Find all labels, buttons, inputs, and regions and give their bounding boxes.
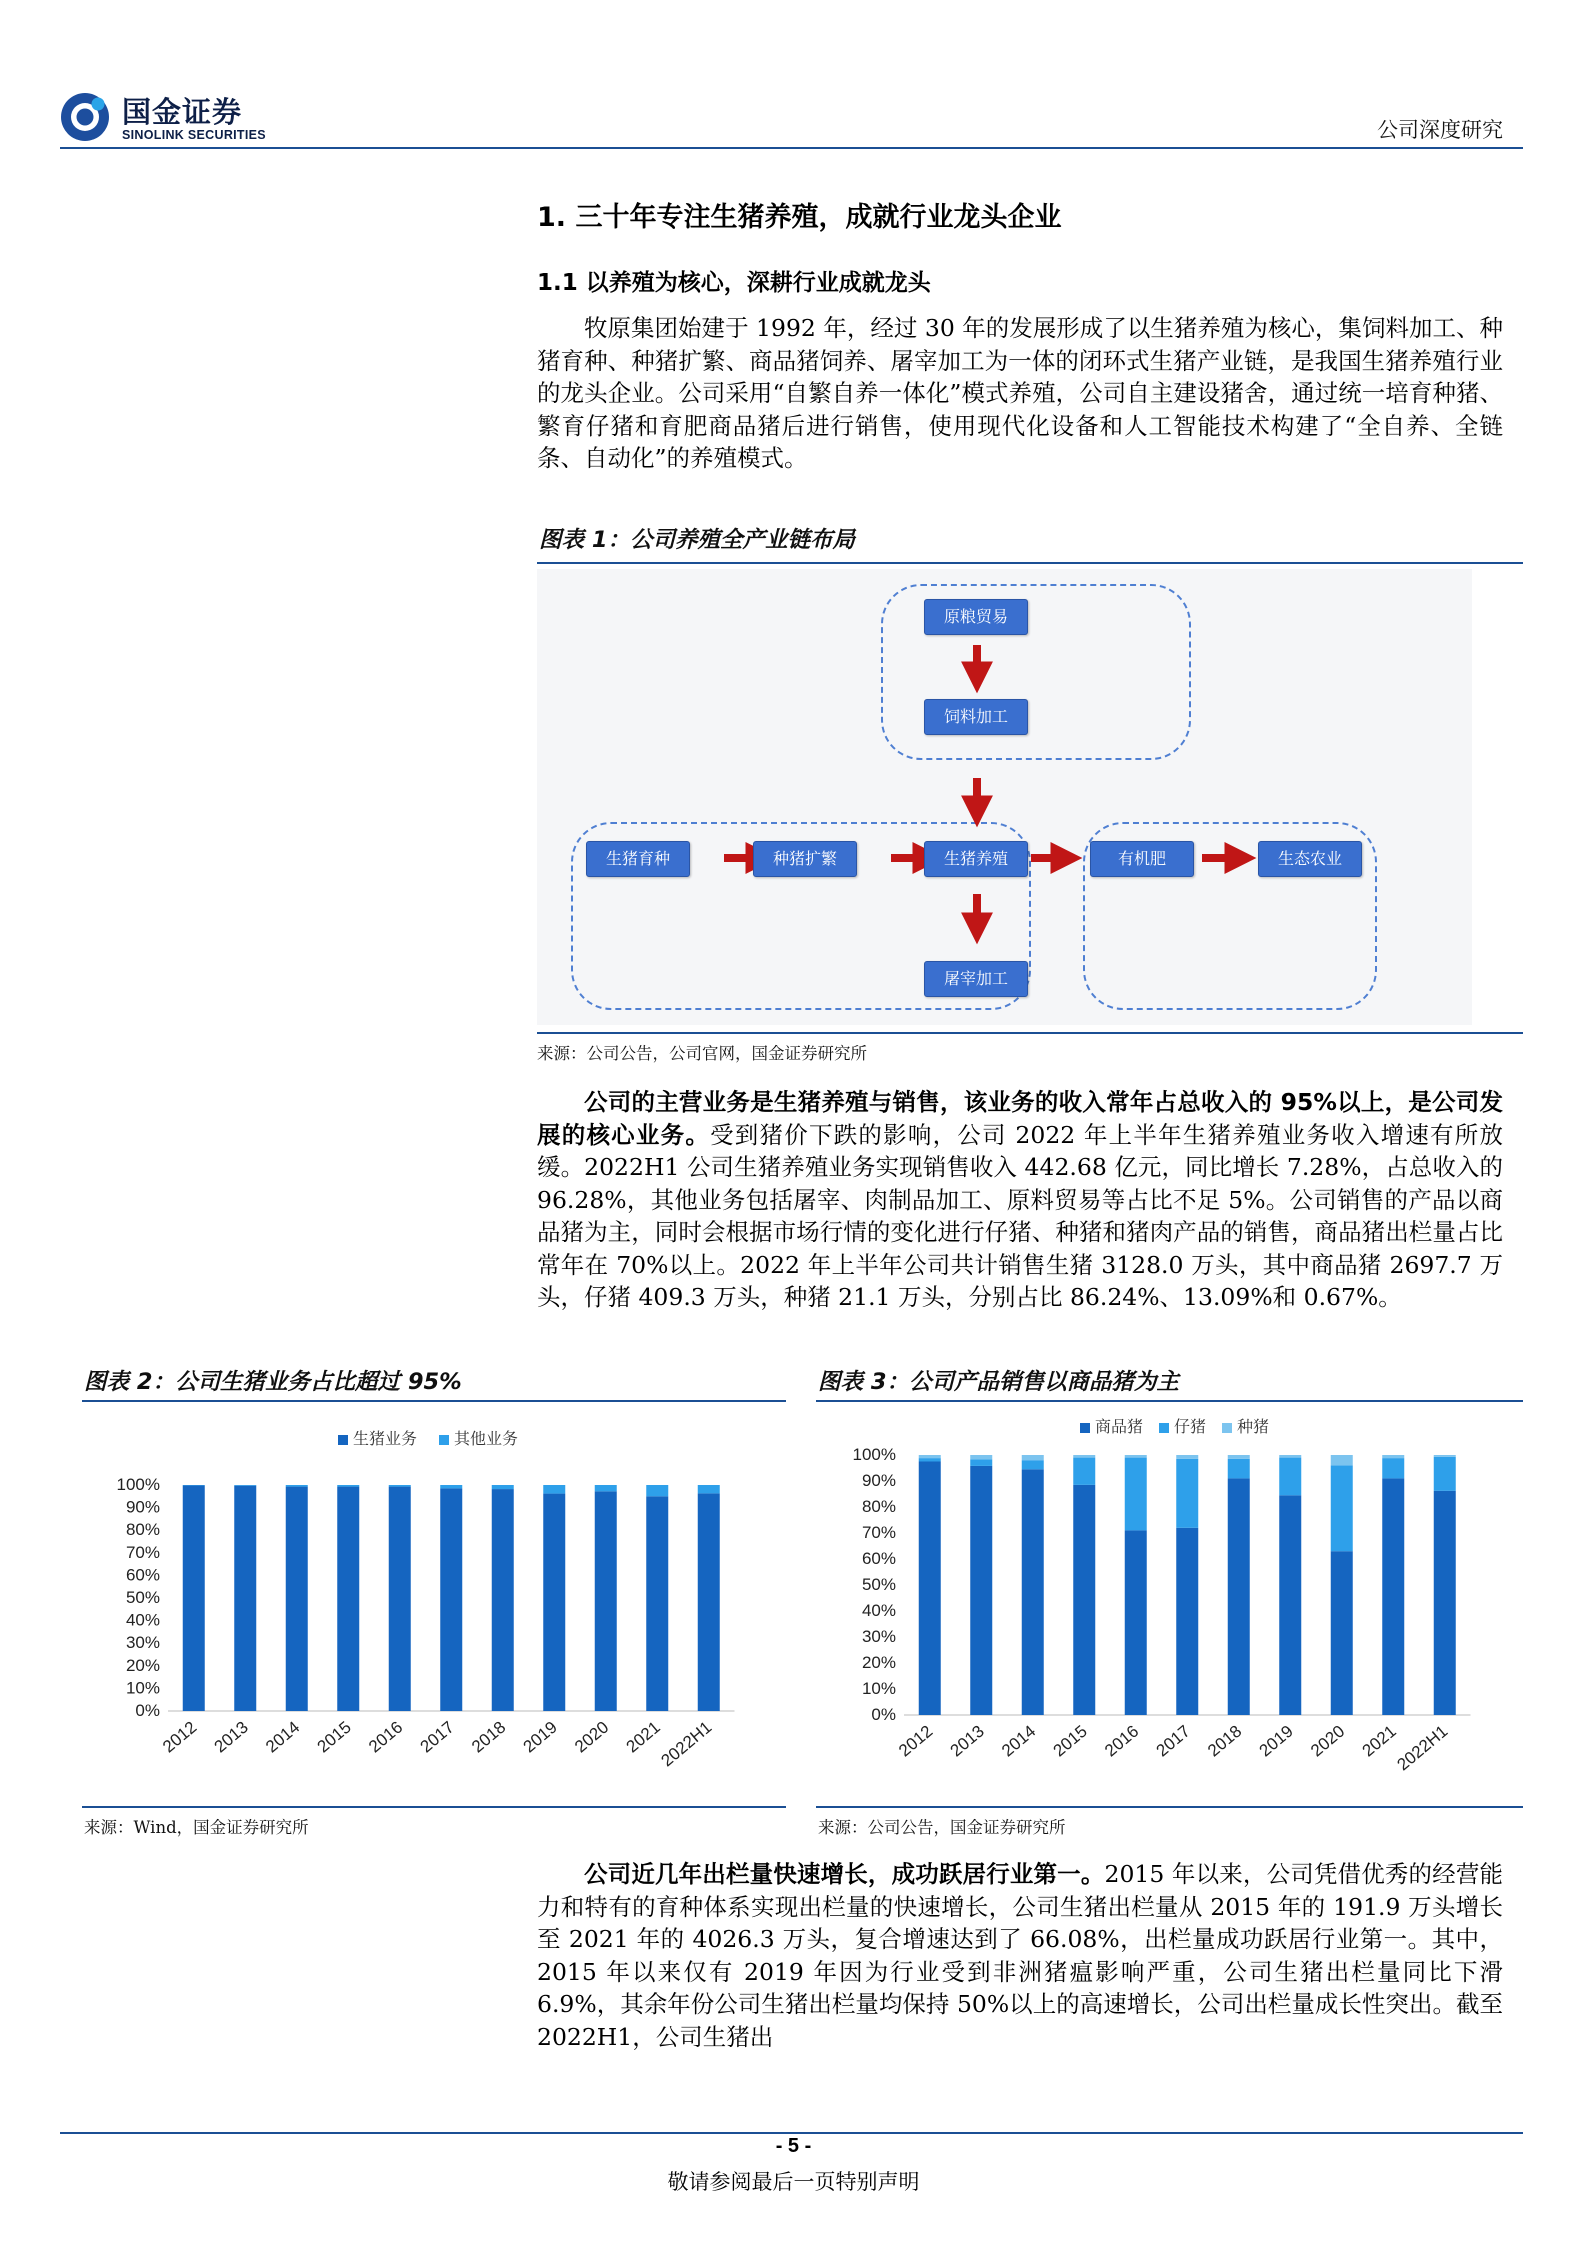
bar-segment bbox=[1022, 1469, 1044, 1715]
bar-segment bbox=[1279, 1458, 1301, 1496]
node-feed-processing: 饲料加工 bbox=[924, 699, 1028, 735]
node-organic-fertilizer: 有机肥 bbox=[1090, 841, 1194, 877]
figure-2-bottom-rule bbox=[82, 1806, 786, 1808]
bar-segment bbox=[1279, 1455, 1301, 1458]
y-tick-label: 40% bbox=[125, 1610, 160, 1630]
x-tick-label: 2012 bbox=[159, 1717, 201, 1757]
logo-english-name: SINOLINK SECURITIES bbox=[122, 128, 266, 142]
legend-label: 种猪 bbox=[1237, 1419, 1270, 1436]
x-tick-label: 2013 bbox=[946, 1721, 988, 1761]
node-pig-breeding: 生猪育种 bbox=[586, 841, 690, 877]
x-tick-label: 2015 bbox=[1049, 1721, 1091, 1761]
bar-segment bbox=[440, 1488, 462, 1711]
legend-label: 生猪业务 bbox=[353, 1431, 418, 1448]
bar-segment bbox=[1279, 1495, 1301, 1715]
bar-segment bbox=[1382, 1478, 1404, 1715]
bar-segment bbox=[595, 1491, 617, 1711]
x-tick-label: 2022H1 bbox=[1393, 1721, 1452, 1775]
bar-segment bbox=[698, 1485, 720, 1493]
bar-segment bbox=[234, 1486, 256, 1711]
bar-segment bbox=[1434, 1457, 1456, 1491]
y-tick-label: 40% bbox=[861, 1601, 896, 1620]
chart-product-sales-mix bbox=[816, 1408, 1523, 1803]
y-tick-label: 80% bbox=[125, 1520, 160, 1540]
node-eco-agriculture: 生态农业 bbox=[1258, 841, 1362, 877]
output-growth-paragraph-lead: 公司近几年出栏量快速增长，成功跃居行业第一。 bbox=[584, 1860, 1105, 1888]
y-tick-label: 0% bbox=[871, 1705, 896, 1724]
bar-segment bbox=[286, 1485, 308, 1487]
y-tick-label: 50% bbox=[861, 1575, 896, 1594]
bar-segment bbox=[1176, 1459, 1198, 1528]
bar-segment bbox=[337, 1487, 359, 1711]
bar-segment bbox=[492, 1489, 514, 1711]
bar-segment bbox=[1022, 1460, 1044, 1469]
x-tick-label: 2021 bbox=[622, 1717, 664, 1757]
figure-3-bottom-rule bbox=[816, 1806, 1523, 1808]
x-tick-label: 2013 bbox=[210, 1717, 252, 1757]
subsection-title: 1.1 以养殖为核心，深耕行业成就龙头 bbox=[537, 270, 931, 296]
x-tick-label: 2016 bbox=[1101, 1721, 1143, 1761]
legend-label: 商品猪 bbox=[1095, 1419, 1144, 1436]
figure-3-source: 来源：公司公告，国金证券研究所 bbox=[818, 1818, 1066, 1837]
bar-segment bbox=[234, 1485, 256, 1486]
legend-swatch bbox=[1159, 1423, 1169, 1433]
bar-segment bbox=[1228, 1478, 1250, 1715]
bar-segment bbox=[1331, 1465, 1353, 1551]
legend-label: 其他业务 bbox=[454, 1431, 519, 1448]
y-tick-label: 20% bbox=[125, 1655, 160, 1675]
footer-divider bbox=[60, 2132, 1523, 2134]
y-tick-label: 30% bbox=[861, 1627, 896, 1646]
flow-arrows bbox=[537, 569, 1472, 1025]
intro-paragraph: 牧原集团始建于 1992 年，经过 30 年的发展形成了以生猪养殖为核心，集饲料加工、种猪育种、种猪扩繁、商品猪饲养、屠宰加工为一体的闭环式生猪产业链，是我国生猪养殖行业的龙头企业。公司采用“自繁自养一体化”模式养殖，公司自主建设猪舍，通过统一培育种猪、繁育仔猪和育肥商品猪后进行销售，使用现代化设备和人工智能技术构建了“全自养、全链条、自动化”的养殖模式。 bbox=[537, 314, 1503, 472]
bar-segment bbox=[1125, 1455, 1147, 1458]
bar-segment bbox=[1434, 1455, 1456, 1457]
bar-segment bbox=[183, 1485, 205, 1711]
bar-segment bbox=[440, 1485, 462, 1488]
main-business-paragraph bbox=[537, 1086, 1503, 1314]
legend-swatch bbox=[439, 1435, 449, 1445]
bar-segment bbox=[1382, 1458, 1404, 1478]
figure-3-top-rule bbox=[816, 1400, 1523, 1402]
x-tick-label: 2021 bbox=[1358, 1721, 1400, 1761]
x-tick-label: 2018 bbox=[468, 1717, 510, 1757]
bar-segment bbox=[337, 1485, 359, 1487]
bar-segment bbox=[543, 1485, 565, 1494]
legend-swatch bbox=[338, 1435, 348, 1445]
x-tick-label: 2017 bbox=[416, 1717, 458, 1757]
bar-segment bbox=[1176, 1528, 1198, 1715]
bar-segment bbox=[286, 1487, 308, 1711]
bar-segment bbox=[1176, 1455, 1198, 1459]
y-tick-label: 30% bbox=[125, 1633, 160, 1653]
node-breeder-expansion: 种猪扩繁 bbox=[753, 841, 857, 877]
chart-hog-business-share bbox=[82, 1408, 786, 1803]
y-tick-label: 90% bbox=[861, 1471, 896, 1490]
output-growth-paragraph-body: 2015 年以来，公司凭借优秀的经营能力和特有的育种体系实现出栏量的快速增长，公司生猪出栏量从 2015 年的 191.9 万头增长至 2021 年的 4026.3 万头，复合增速达到了 66.08%，出栏量成功跃居行业第一。其中，2015 年以来仅有 2019 年因为行业受到非洲猪瘟影响严重，公司生猪出栏量同比下滑 6.9%，其余年份公司生猪出栏量均保持 50%以上的高速增长，公司出栏量成长性突出。截至 2022H1，公司生猪出 bbox=[537, 1860, 1503, 2051]
y-tick-label: 90% bbox=[125, 1497, 160, 1517]
y-tick-label: 20% bbox=[861, 1653, 896, 1672]
sinolink-logo-icon bbox=[60, 92, 110, 142]
logo-chinese-name: 国金证券 bbox=[122, 95, 243, 129]
y-tick-label: 60% bbox=[861, 1549, 896, 1568]
legend-swatch bbox=[1222, 1423, 1232, 1433]
figure-2-top-rule bbox=[82, 1400, 786, 1402]
bar-segment bbox=[492, 1485, 514, 1489]
x-tick-label: 2020 bbox=[1307, 1721, 1349, 1761]
bar-segment bbox=[1073, 1458, 1095, 1485]
x-tick-label: 2016 bbox=[365, 1717, 407, 1757]
output-growth-paragraph bbox=[537, 1858, 1503, 2053]
node-grain-trade: 原粮贸易 bbox=[924, 599, 1028, 635]
bar-segment bbox=[1022, 1455, 1044, 1460]
bar-segment bbox=[1073, 1455, 1095, 1458]
node-slaughter-processing: 屠宰加工 bbox=[924, 961, 1028, 997]
x-tick-label: 2020 bbox=[571, 1717, 613, 1757]
report-type-label: 公司深度研究 bbox=[1377, 118, 1503, 142]
figure-2-title: 图表 2：公司生猪业务占比超过 95% bbox=[84, 1369, 462, 1395]
bar-segment bbox=[970, 1455, 992, 1459]
bar-segment bbox=[595, 1485, 617, 1491]
bar-segment bbox=[1125, 1458, 1147, 1531]
y-tick-label: 0% bbox=[135, 1701, 160, 1720]
bar-segment bbox=[698, 1493, 720, 1711]
legend-swatch bbox=[1080, 1423, 1090, 1433]
node-pig-farming: 生猪养殖 bbox=[924, 841, 1028, 877]
bar-segment bbox=[970, 1459, 992, 1466]
y-tick-label: 60% bbox=[125, 1565, 160, 1585]
footer-disclaimer: 敬请参阅最后一页特别声明 bbox=[667, 2170, 920, 2194]
bar-segment bbox=[919, 1462, 941, 1716]
legend-label: 仔猪 bbox=[1174, 1419, 1207, 1436]
y-tick-label: 70% bbox=[125, 1542, 160, 1562]
figure-1-source: 来源：公司公告，公司官网，国金证券研究所 bbox=[537, 1044, 867, 1063]
bar-segment bbox=[1073, 1485, 1095, 1715]
y-tick-label: 100% bbox=[116, 1475, 160, 1494]
main-business-paragraph-body: 受到猪价下跌的影响，公司 2022 年上半年生猪养殖业务收入增速有所放缓。2022H1 公司生猪养殖业务实现销售收入 442.68 亿元，同比增长 7.28%，占总收入的 96.28%，其他业务包括屠宰、肉制品加工、原料贸易等占比不足 5%。公司销售的产品以商品猪为主，同时会根据市场行情的变化进行仔猪、种猪和猪肉产品的销售，商品猪出栏量占比常年在 70%以上。2022 年上半年公司共计销售生猪 3128.0 万头，其中商品猪 2697.7 万头，仔猪 409.3 万头，种猪 21.1 万头，分别占比 86.24%、13.09%和 0.67%。 bbox=[537, 1120, 1503, 1311]
x-tick-label: 2012 bbox=[895, 1721, 937, 1761]
x-tick-label: 2018 bbox=[1204, 1721, 1246, 1761]
x-tick-label: 2022H1 bbox=[657, 1717, 716, 1771]
figure-1-title: 图表 1：公司养殖全产业链布局 bbox=[539, 527, 855, 553]
bar-segment bbox=[1382, 1455, 1404, 1458]
bar-segment bbox=[919, 1458, 941, 1461]
y-tick-label: 10% bbox=[125, 1678, 160, 1698]
x-tick-label: 2019 bbox=[519, 1717, 561, 1757]
bar-segment bbox=[1331, 1455, 1353, 1465]
x-tick-label: 2017 bbox=[1152, 1721, 1194, 1761]
header-divider bbox=[60, 147, 1523, 149]
main-business-paragraph-lead: 公司的主营业务是生猪养殖与销售，该业务的收入常年占总收入的 95%以上，是公司发展的核心业务。 bbox=[537, 1088, 1503, 1149]
y-tick-label: 50% bbox=[125, 1588, 160, 1607]
bar-segment bbox=[1228, 1459, 1250, 1479]
section-title: 1. 三十年专注生猪养殖，成就行业龙头企业 bbox=[537, 202, 1062, 233]
figure-2-source: 来源：Wind，国金证券研究所 bbox=[84, 1818, 309, 1837]
bar-segment bbox=[1125, 1530, 1147, 1715]
figure-3-title: 图表 3：公司产品销售以商品猪为主 bbox=[818, 1369, 1179, 1395]
bar-segment bbox=[646, 1485, 668, 1496]
x-tick-label: 2014 bbox=[262, 1717, 304, 1757]
bar-segment bbox=[646, 1496, 668, 1711]
y-tick-label: 100% bbox=[852, 1445, 896, 1464]
figure-1-bottom-rule bbox=[537, 1032, 1523, 1034]
bar-segment bbox=[970, 1466, 992, 1715]
bar-segment bbox=[919, 1455, 941, 1458]
bar-segment bbox=[1228, 1455, 1250, 1459]
y-tick-label: 10% bbox=[861, 1679, 896, 1698]
figure-1-top-rule bbox=[537, 562, 1523, 564]
y-tick-label: 80% bbox=[861, 1497, 896, 1516]
page-number: - 5 - bbox=[775, 2135, 812, 2157]
bar-segment bbox=[543, 1494, 565, 1711]
bar-segment bbox=[389, 1485, 411, 1487]
x-tick-label: 2014 bbox=[998, 1721, 1040, 1761]
bar-segment bbox=[1331, 1551, 1353, 1715]
x-tick-label: 2015 bbox=[313, 1717, 355, 1757]
y-tick-label: 70% bbox=[861, 1523, 896, 1542]
bar-segment bbox=[1434, 1491, 1456, 1715]
bar-segment bbox=[389, 1487, 411, 1711]
x-tick-label: 2019 bbox=[1255, 1721, 1297, 1761]
